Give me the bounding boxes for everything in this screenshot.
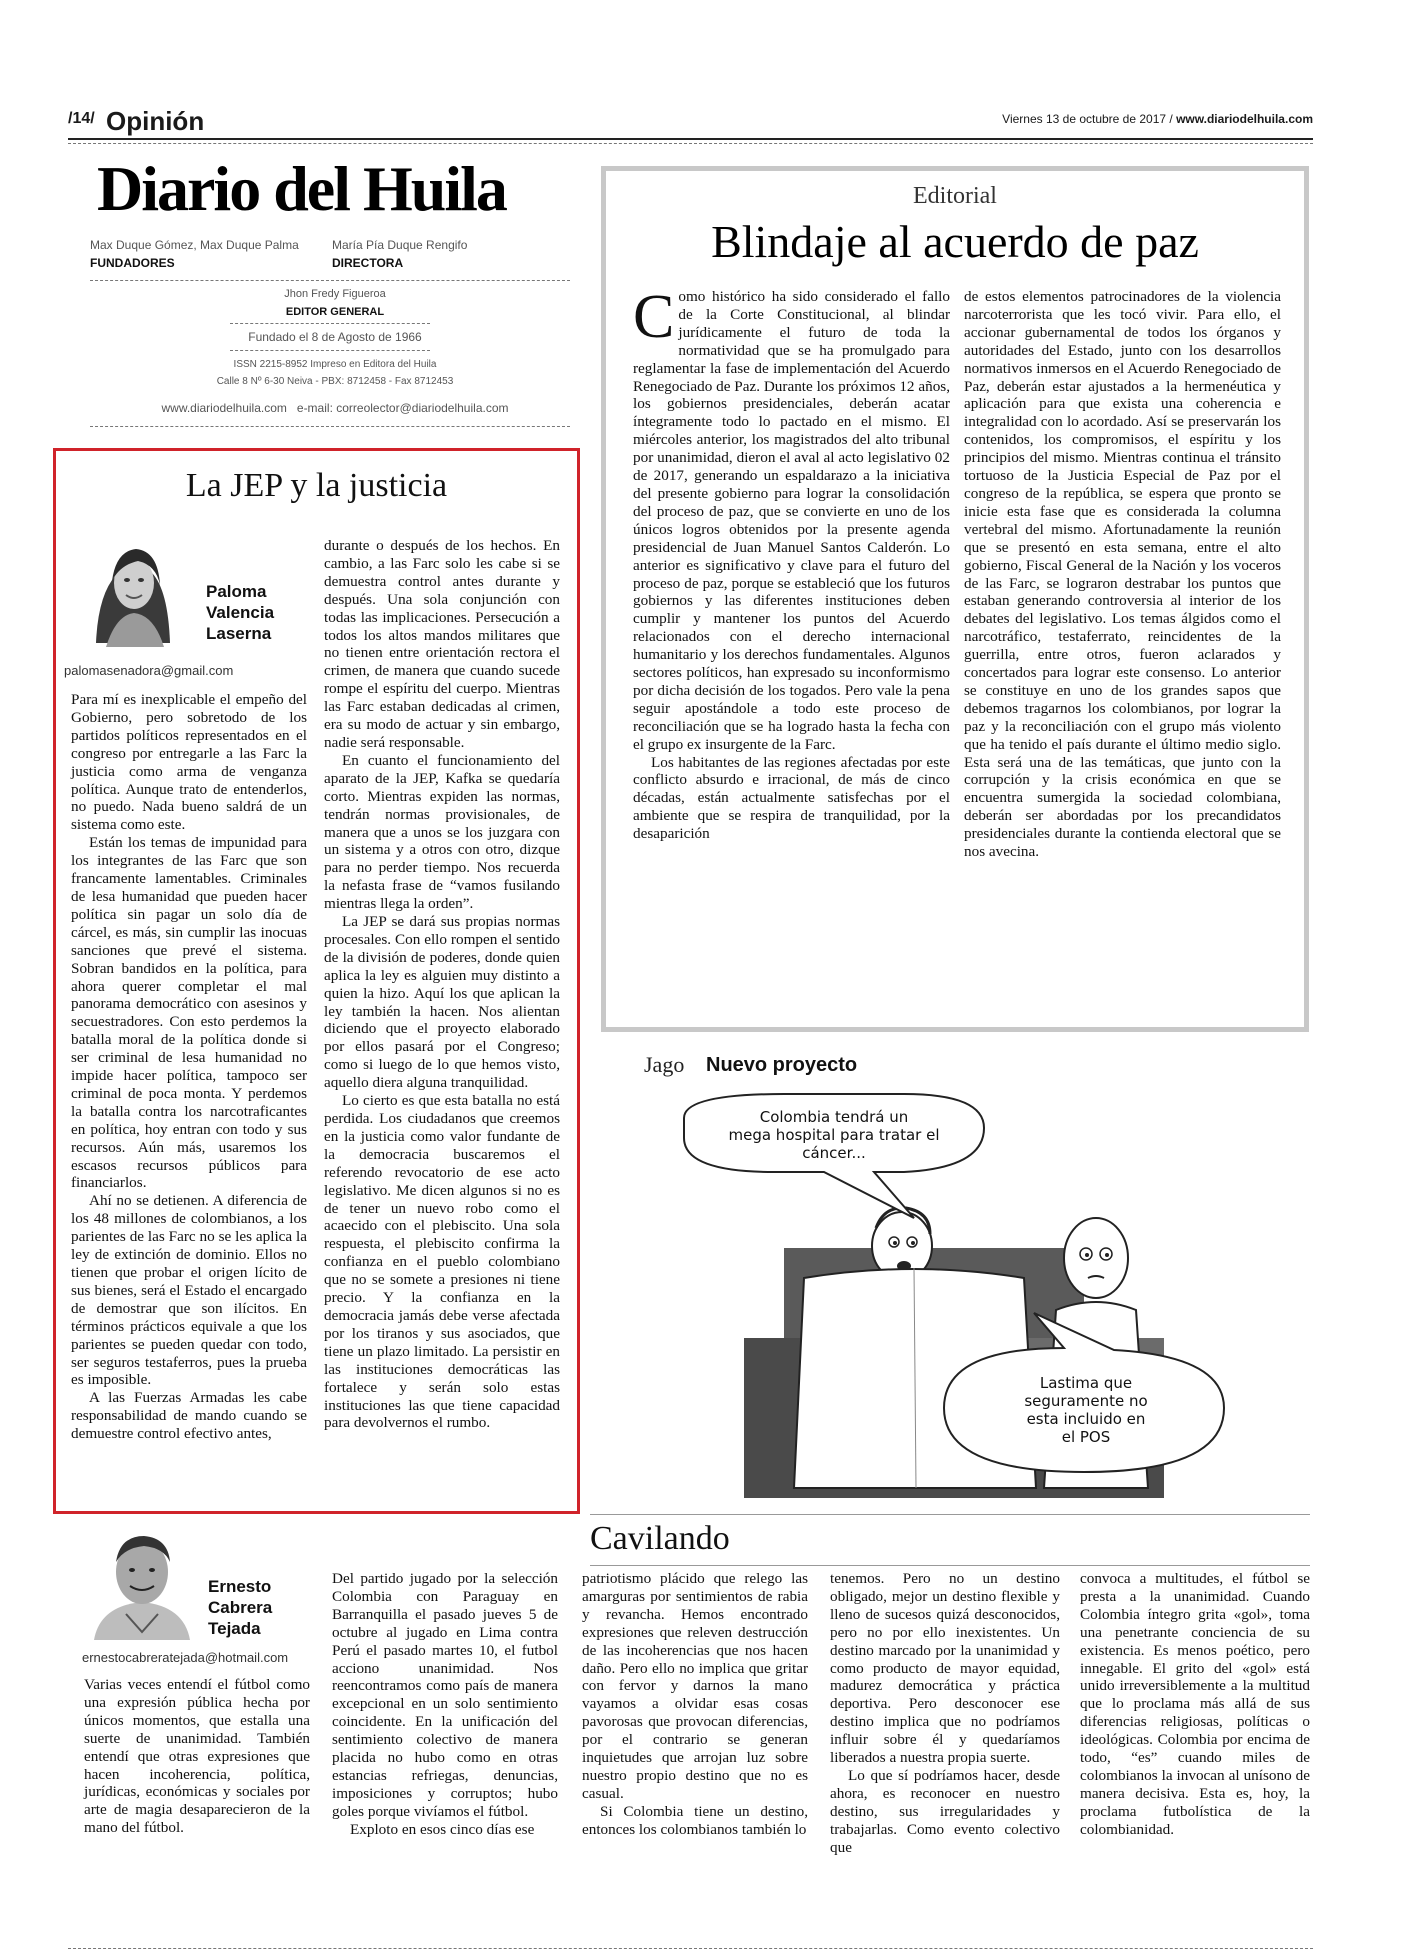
cavilando-column-1: Varias veces entendí el fútbol como una expresión pública hecha por únicos momentos, que estalla una suerte de unanimidad. También entendí que otras expresiones que hacen incoherencia, política, jurídicas, económicas y sociales por arte de magia desaparecieron de la mano del fútbol.	[84, 1676, 310, 1837]
web-link[interactable]: www.diariodelhuila.com	[161, 401, 287, 415]
editorial-label: Editorial	[913, 183, 997, 209]
author-email-paloma[interactable]: palomasenadora@gmail.com	[64, 663, 234, 678]
bubble-1-line-3: cáncer...	[802, 1144, 866, 1162]
cavilando-title: Cavilando	[590, 1520, 730, 1557]
cartoon-author: Jago	[644, 1052, 685, 1077]
masthead-divider-4	[90, 426, 570, 427]
address-info: Calle 8 Nº 6-30 Neiva - PBX: 8712458 - Fax 8712453	[216, 376, 454, 387]
bubble-2-line-3: esta incluido en	[1026, 1410, 1146, 1428]
bubble-2-line-1: Lastima que	[1039, 1374, 1133, 1392]
jep-title: La JEP y la justicia	[185, 467, 448, 504]
author-name-ernesto: Ernesto Cabrera Tejada	[208, 1577, 273, 1638]
masthead-divider-2	[230, 323, 430, 324]
author-name-paloma: Paloma Valencia Laserna	[206, 582, 275, 643]
director-name: María Pía Duque Rengifo	[332, 238, 468, 252]
jep-article-box	[53, 448, 580, 1514]
author-email-ernesto[interactable]: ernestocabreratejada@hotmail.com	[82, 1650, 289, 1665]
cavilando-column-2: Del partido jugado por la selección Colombia con Paraguay en Barranquilla el pasado jueves 5 de octubre al jugado en Lima contra Perú el pasado martes 10, el futbol acciono unanimidad. Nos reencontramos como país de manera excepcional en un solo sentimiento coincidente. En la unificación del sentimiento colectivo de manera placida no hubo como en otras estancias refriegas, denuncias, imposiciones y corruptos; hubo goles porque vivíamos el fútbol. Exploto en esos cinco días ese	[332, 1570, 558, 1838]
editorial-dropcap: C	[633, 283, 675, 351]
cavilando-top-rule	[590, 1514, 1310, 1515]
site-link[interactable]: www.diariodelhuila.com	[1176, 112, 1313, 126]
editorial-column-1: Como histórico ha sido considerado el fallo de la Corte Constitucional, al blindar jurídicamente el futuro de toda la normatividad que se ha promulgado para reglamentar la fase de implementación del Acuerdo Renegociado de Paz. Durante los próximos 12 años, los gobiernos presidenciales, deberán acatar íntegramente todo lo pactado en el mismo. El miércoles anterior, los magistrados del alto tribunal por unanimidad, dieron el aval al acto legislativo 02 de 2017, generando un espaldarazo a la iniciativa del presente gobierno para lograr la consolidación del proceso de paz, que se convierte en uno de los únicos logros obtenidos por la presente agenda presidencial de Juan Manuel Santos Calderón. Lo anterior es significativo y clave para el futuro del proceso de paz, porque se estableció que los futuros gobiernos y las diferentes instituciones deben cumplir y mantener los puntos del Acuerdo relacionados con el derecho internacional humanitario y los derechos fundamentales. Algunos sectores políticos, han expresado su inconformismo por dicha decisión de los togados. Pero vale la pena seguir apostándole a todo este proceso de reconciliación que se ha logrado hasta la fecha con el grupo ex insurgente de la Farc. Los habitantes de las regiones afectadas por este conflicto absurdo e irracional, de más de cinco décadas, están actualmente satisfechas por el ambiente que se respira de tranquilidad, por la desaparición	[633, 283, 950, 843]
section-header	[68, 106, 1313, 134]
bubble-1-line-1: Colombia tendrá un	[759, 1108, 909, 1126]
editorial-column-2: de estos elementos patrocinadores de la violencia narcoterrorista que les tocó vivir. Para ello, el accionar gubernamental de todos los órganos y autoridades del Estado, junto con los desarrollos normativos inmersos en el Acuerdo Renegociado de Paz, deberán estar ajustados a la hermenéutica y aplicación para que exista una coherencia e integralidad con lo acordado. Así se preservarán los contenidos, los compromisos, el espíritu y los principios del mismo. Mientras continua el tránsito tortuoso de la Justicia Especial de Paz por el congreso de la república, se espera que pronto se inicie esta fase que es considerada la columna vertebral del mismo. Afortunadamente la reunión que se presentó en esta semana, entre el alto gobierno, Fiscal General de la Nación y los voceros de las Farc, se lograron destrabar los puntos que estaban generando controversia al interior de los debates del legislativo. Los temas álgidos como el narcotráfico, testaferrato, reincidentes de la guerrilla, entre otros, fueron aclarados y concertados para lograr este consenso. Lo anterior se constituye en uno de los grandes sapos que debemos tragarnos los colombianos, por lograr la paz y la reconciliación con el grupo más violento que ha tenido el país durante el último medio siglo. Esta será una de las temáticas, que junto con la corrupción y la crisis económica en que se encuentra sumergida la sociedad colombiana, deberán ser abordadas por los precandidatos presidenciales durante la contienda electoral que se nos avecina.	[964, 288, 1281, 861]
header-rule	[68, 138, 1313, 140]
founded-date: Fundado el 8 de Agosto de 1966	[248, 330, 422, 344]
author-photo-ernesto	[86, 1522, 198, 1640]
editorial-title: Blindaje al acuerdo de paz	[711, 216, 1199, 267]
bubble-1-line-2: mega hospital para tratar el	[728, 1126, 940, 1144]
cavilando-column-3: patriotismo plácido que relego las amarguras por sentimientos de rabia y revancha. Hemos encontrado expresiones que releven destrucción de las incoherencias que nos hacen daño. Pero ello no implica que gritar con fervor y darnos la mano vayamos a olvidar esas cosas pavorosas que provocan diferencias, por el contrario se generan inquietudes que arrojan luz sobre nuestro propio destino que no es casual. Si Colombia tiene un destino, entonces los colombianos también lo	[582, 1570, 808, 1838]
founders-names: Max Duque Gómez, Max Duque Palma	[90, 238, 299, 252]
editor-role: EDITOR GENERAL	[285, 306, 385, 318]
contact-line	[100, 401, 570, 415]
bubble-2-line-2: seguramente no	[1024, 1392, 1148, 1410]
author-photo-paloma	[76, 525, 188, 647]
cavilando-column-4: tenemos. Pero no un destino obligado, mejor un destino flexible y lleno de sucesos quizá desconocidos, pero no por ello inexistentes. Un destino marcado por la unanimidad y como producto de mayor equidad, madurez democrática y práctica deportiva. Pero desconocer ese destino implica que no podríamos influir sobre él y quedaríamos liberados a nuestra propia suerte. Lo que sí podríamos hacer, desde ahora, es reconocer en nuestro destino, sus irregularidades y trabajarlas. Como evento colectivo que	[830, 1570, 1060, 1856]
editor-name: Jhon Fredy Figueroa	[284, 288, 386, 300]
issn-info: ISSN 2215-8952 Impreso en Editora del Huila	[233, 359, 437, 370]
date-text: Viernes 13 de octubre de 2017 /	[1002, 112, 1173, 126]
jep-column-2: durante o después de los hechos. En cambio, a las Farc solo les cabe si se demuestra control antes durante y después. Una sola conjunción con todas las implicaciones. Persecución a todos los altos mandos militares que no tienen entre orientación rectora el crimen, de manera que cuando sucede rompe el espíritu del cuerpo. Mientras las Farc estaban dedicadas al crimen, era su modo de actuar y sin embargo, nadie será responsable. En cuanto el funcionamiento del aparato de la JEP, Kafka se quedaría corto. Mientras expiden las normas, tendrán normas provisionales, de manera que a unos se los juzgara con un sistema y a otros con otro, dizque para no perder tiempo. Nos recuerda la nefasta frase de “vamos fusilando mientras llega la orden”. La JEP se dará sus propias normas procesales. Con ello rompen el sentido de la división de poderes, donde quien aplica la ley es alguien muy distinto a quien la hizo. Aquí los que aplican la ley también la hacen. Nos alientan diciendo que el proyecto elaborado por ellos pasará por el Congreso; como si luego de lo que hemos visto, aquello diera alguna tranquilidad. Lo cierto es que esta batalla no está perdida. Los ciudadanos que creemos en la justicia como valor fundante de la democracia buscaremos el referendo revocatorio de ese acto legislativo. Me dicen algunos si no es de tener un nuevo robo como el acaecido con el plebiscito. Una sola respuesta, el plebiscito confirma la confianza en el pueblo colombiano que no se somete a presiones ni tiene precio. Y la confianza en la democracia jamás debe verse afectada por los tiranos y sus asociados, que tiene un plazo limitado. La persistir en las instituciones democráticas las fortalece y serán solo estas instituciones las que tiene capacidad para devolvernos el rumbo.	[324, 537, 560, 1432]
founders-role: FUNDADORES	[90, 256, 175, 270]
footer-dotted-rule	[68, 1948, 1313, 1949]
masthead-divider-1	[90, 280, 570, 281]
page-number: /14/	[68, 110, 95, 127]
cavilando-column-5: convoca a multitudes, el fútbol se presta a la unanimidad. Cuando Colombia íntegro grita «gol», toma una penetrante conciencia de su existencia. Es menos poético, pero innegable. El grito del «gol» está unido irreversiblemente a la multitud que lo proclama más allá de sus diferencias religiosas, políticas o ideológicas. Colombia por encima de todo, “es” cuando miles de colombianos la invocan al unísono de manera decisiva. Esta es, hoy, la proclama futbolística de la colombianidad.	[1080, 1570, 1310, 1838]
cartoon-title: Nuevo proyecto	[706, 1054, 858, 1076]
email-link[interactable]: e-mail: correolector@diariodelhuila.com	[296, 401, 509, 415]
director-role: DIRECTORA	[332, 256, 404, 270]
jep-column-1: Para mí es inexplicable el empeño del Gobierno, pero sobretodo de los partidos políticos representados en el congreso por entregarle a las Farc la justicia como arma de venganza política. Aunque trato de entenderlos, no puedo. Nada bueno saldrá de un sistema como este. Están los temas de impunidad para los integrantes de las Farc que son francamente lamentables. Criminales de lesa humanidad que pueden hacer política sin pagar un solo día de cárcel, es más, sin cumplir las inocuas sanciones que prevé el sistema. Sobran bandidos en la política, para ahora querer completar el mal panorama democrático con asesinos y secuestradores. Con esto perdemos la batalla moral de la política donde si ser criminal de lesa humanidad no impide hacer política, tampoco ser criminal de poca monta. Y perdemos la batalla contra los narcotraficantes en política, hoy entran con todo y sus recursos. Aún más, usaremos los escasos recursos públicos para financiarlos. Ahí no se detienen. A diferencia de los 48 millones de colombianos, a los parientes de las Farc no se les aplica la ley de extinción de dominio. Ellos no tienen que probar el origen lícito de sus bienes, será el Estado el encargado de demostrar que son ilícitos. En términos prácticos equivale a que los parientes se pueden quedar con todo, ser seguros testaferros, pues la prueba es imposible. A las Fuerzas Armadas les cabe responsabilidad de mando cuando se demuestre control efectivo antes,	[71, 691, 307, 1443]
cartoon-illustration	[644, 1088, 1308, 1498]
editorial-box	[601, 166, 1309, 1032]
masthead-divider-3	[230, 350, 430, 351]
header-date	[1002, 112, 1313, 126]
section-name: Opinión	[106, 106, 205, 136]
bubble-2-line-4: el POS	[1061, 1428, 1111, 1446]
masthead-logo: Diario del Huila	[97, 153, 506, 224]
cavilando-title-rule	[590, 1565, 1310, 1566]
header-dotted-rule	[68, 143, 1313, 144]
